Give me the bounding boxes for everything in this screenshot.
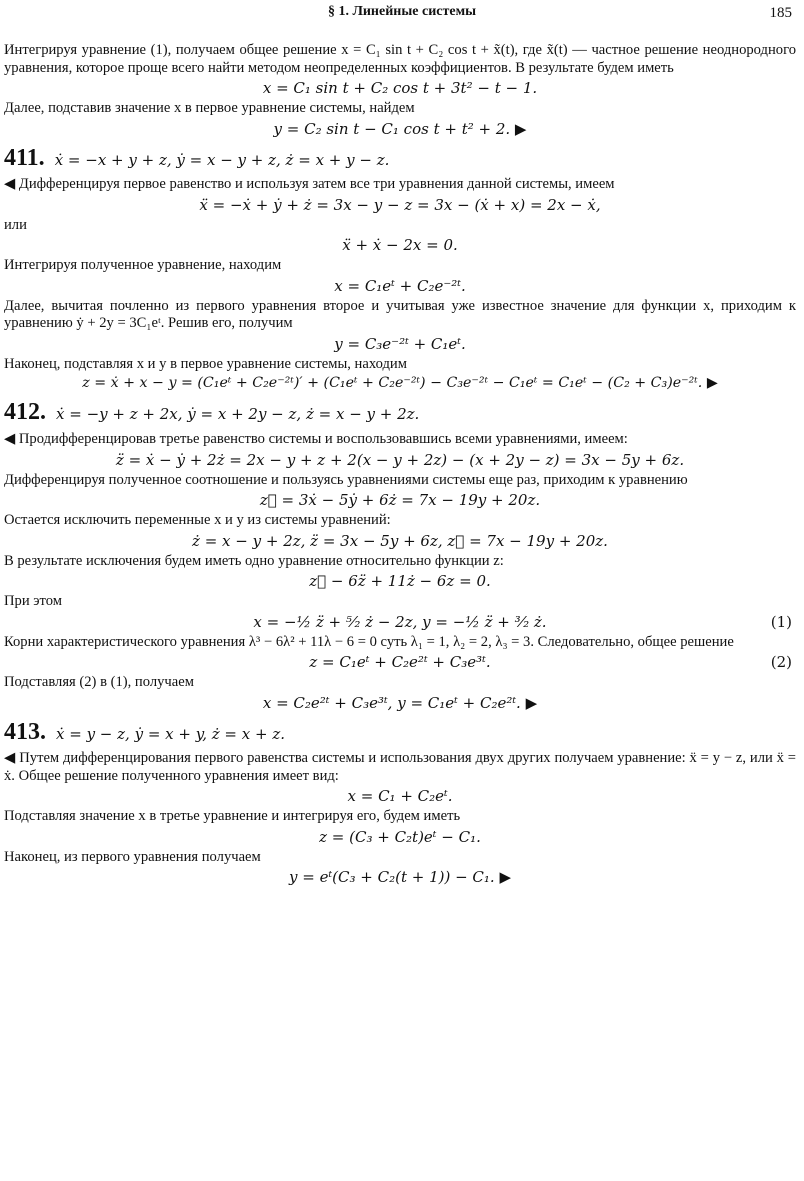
display-equation: z⃛ = 3ẋ − 5ẏ + 6ż = 7x − 19y + 20z. <box>259 491 541 510</box>
problem-system: ẋ = y − z, ẏ = x + y, ż = x + z. <box>56 724 285 743</box>
paragraph: При этом <box>4 593 62 610</box>
problem-number: 412. <box>4 399 46 426</box>
display-equation: y = eᵗ(C₃ + C₂(t + 1)) − C₁. ▶ <box>289 868 511 887</box>
problem-statement <box>4 718 796 747</box>
paragraph: Интегрируя уравнение (1), получаем общее решение x = C₁ sin t + C₂ cos t + x̃(t), где x̃(t) — частное решение неоднородного уравнения, которое проще всего найти методом неопределенных коэффициентов. В результате будем иметь <box>4 42 796 76</box>
paragraph: Далее, подставив значение x в первое уравнение системы, найдем <box>4 100 415 116</box>
problem-number: 413. <box>4 718 46 745</box>
problem-statement <box>4 398 796 427</box>
display-equation: z = ẋ + x − y = (C₁eᵗ + C₂e⁻²ᵗ)′ + (C₁eᵗ + C₂e⁻²ᵗ) − C₃e⁻²ᵗ − C₁eᵗ = C₁eᵗ − (C₂ + C₃)e⁻²ᵗ. ▶ <box>82 375 718 392</box>
problem-statement <box>4 144 796 173</box>
numbered-equation <box>4 653 796 671</box>
paragraph: Наконец, из первого уравнения получаем <box>4 848 261 865</box>
problem-system: ẋ = −y + z + 2x, ẏ = x + 2y − z, ż = x − y + 2z. <box>56 405 420 424</box>
paragraph: Подставляя (2) в (1), получаем <box>4 674 194 691</box>
paragraph: ◀ Дифференцируя первое равенство и используя затем все три уравнения данной системы, имеем <box>4 176 615 193</box>
display-equation: y = C₂ sin t − C₁ cos t + t² + 2. ▶ <box>273 119 527 138</box>
paragraph: или <box>4 216 27 233</box>
equation-body: x = −½ z̈ + ⁵⁄₂ ż − 2z, y = −½ z̈ + ³⁄₂ ż. <box>253 612 547 631</box>
equation-number: (2) <box>770 653 792 672</box>
display-equation: y = C₃e⁻²ᵗ + C₁eᵗ. <box>334 334 466 353</box>
numbered-equation <box>4 613 796 631</box>
paragraph: Далее, вычитая почленно из первого уравнения второе и учитывая уже известное значение для функции x, приходим к уравнению ẏ + 2y = 3C₁eᵗ. Решив его, получим <box>4 297 796 332</box>
display-equation: x = C₁ + C₂eᵗ. <box>347 787 453 806</box>
running-header <box>0 4 804 26</box>
display-equation: x = C₁eᵗ + C₂e⁻²ᵗ. <box>334 276 466 295</box>
problem-system: ẋ = −x + y + z, ẏ = x − y + z, ż = x + y − z. <box>54 150 390 169</box>
section-title: § 1. Линейные системы <box>327 4 477 19</box>
paragraph: Интегрируя полученное уравнение, находим <box>4 257 282 274</box>
paragraph: Корни характеристического уравнения λ³ − 6λ² + 11λ − 6 = 0 суть λ₁ = 1, λ₂ = 2, λ₃ = 3. Следовательно, общее решение <box>4 633 734 650</box>
paragraph: Наконец, подставляя x и y в первое уравнение системы, находим <box>4 355 407 372</box>
paragraph: Дифференцируя полученное соотношение и пользуясь уравнениями системы еще раз, приходим к уравнению <box>4 471 688 488</box>
paragraph: ◀ Путем дифференцирования первого равенства системы и использования двух других получаем уравнение: ẍ = y − z, или ẍ = ẋ. Общее решение полученного уравнения имеет вид: <box>4 750 796 784</box>
equation-number: (1) <box>770 612 792 631</box>
paragraph: Подставляя значение x в третье уравнение и интегрируя его, будем иметь <box>4 808 461 825</box>
display-equation: x = C₂e²ᵗ + C₃e³ᵗ, y = C₁eᵗ + C₂e²ᵗ. ▶ <box>262 693 538 712</box>
display-equation: z⃛ − 6z̈ + 11ż − 6z = 0. <box>309 572 491 591</box>
display-equation: z = (C₃ + C₂t)eᵗ − C₁. <box>319 827 481 846</box>
page-body <box>4 42 796 889</box>
display-equation: z̈ = ẋ − ẏ + 2ż = 2x − y + z + 2(x − y + 2z) − (x + 2y − z) = 3x − 5y + 6z. <box>115 450 685 469</box>
equation-body: z = C₁eᵗ + C₂e²ᵗ + C₃e³ᵗ. <box>309 653 491 672</box>
page-number: 185 <box>769 5 792 21</box>
problem-number: 411. <box>4 144 45 171</box>
display-equation: x = C₁ sin t + C₂ cos t + 3t² − t − 1. <box>262 79 538 97</box>
paragraph: ◀ Продифференцировав третье равенство системы и воспользовавшись всеми уравнениями, имеем: <box>4 431 628 448</box>
display-equation: ẍ = −ẋ + ẏ + ż = 3x − y − z = 3x − (ẋ + x) = 2x − ẋ, <box>199 195 601 214</box>
paragraph: Остается исключить переменные x и y из системы уравнений: <box>4 512 391 529</box>
display-equation: ẍ + ẋ − 2x = 0. <box>342 236 458 255</box>
paragraph: В результате исключения будем иметь одно уравнение относительно функции z: <box>4 552 504 569</box>
display-equation: ż = x − y + 2z, z̈ = 3x − 5y + 6z, z⃛ = 7x − 19y + 20z. <box>192 531 608 550</box>
